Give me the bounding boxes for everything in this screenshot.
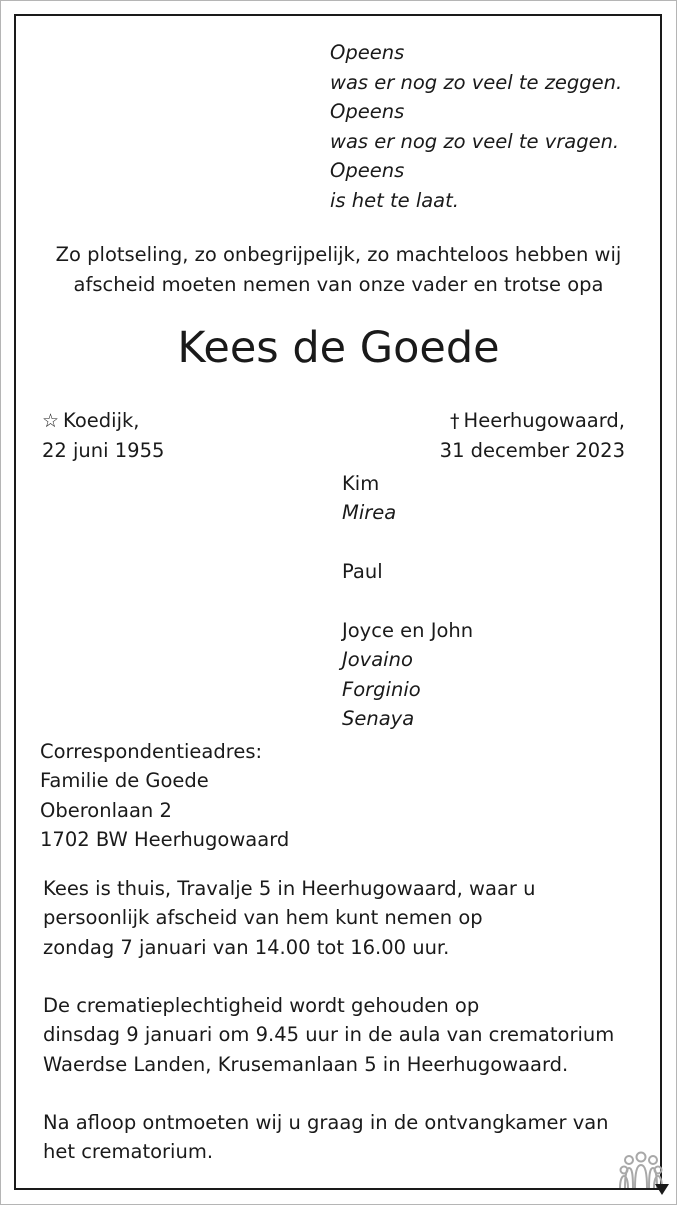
death-date: 31 december 2023: [439, 439, 625, 462]
cross-icon: †: [450, 410, 460, 432]
paragraph-line: dinsdag 9 januari om 9.45 uur in de aula van crematorium: [43, 1023, 615, 1047]
grandchild: Mirea: [342, 501, 397, 525]
paragraph-line: Waerdse Landen, Krusemanlaan 5 in Heerhugowaard.: [43, 1052, 569, 1076]
paragraph-line: De crematieplechtigheid wordt gehouden op: [43, 994, 480, 1017]
afterwards-paragraph: [43, 1108, 609, 1167]
poem-line: was er nog zo veel te zeggen.: [330, 70, 623, 94]
family-member: Joyce en John: [342, 618, 474, 642]
intro-text: [0, 240, 677, 299]
address-label: Correspondentieadres:: [40, 740, 263, 763]
ceremony-paragraph: [43, 991, 614, 1079]
family-member: Kim: [342, 472, 380, 495]
birth-place: Koedijk,: [63, 409, 140, 432]
poem-line: Opeens: [330, 159, 405, 183]
intro-line: afscheid moeten nemen van onze vader en trotse opa: [73, 272, 604, 296]
poem-line: was er nog zo veel te vragen.: [330, 129, 620, 153]
grandchild: Forginio: [342, 677, 421, 701]
family-member: Paul: [342, 560, 383, 584]
visitation-paragraph: [43, 874, 535, 962]
intro-line: Zo plotseling, zo onbegrijpelijk, zo machteloos hebben wij: [55, 243, 622, 266]
address-city: 1702 BW Heerhugowaard: [40, 828, 290, 852]
grandchild: Senaya: [342, 707, 415, 731]
address-name: Familie de Goede: [40, 769, 209, 793]
poem-line: Opeens: [330, 41, 405, 64]
correspondence-address: [40, 737, 289, 855]
paragraph-line: persoonlijk afscheid van hem kunt nemen op: [43, 906, 483, 930]
star-icon: ☆: [42, 410, 60, 432]
spacer: [342, 528, 473, 557]
grandchild: Jovaino: [342, 648, 413, 672]
paragraph-line: Na afloop ontmoeten wij u graag in de ontvangkamer van: [43, 1111, 609, 1134]
death-info: [440, 406, 625, 466]
paragraph-line: Kees is thuis, Travalje 5 in Heerhugowaard, waar u: [43, 877, 536, 900]
poem-line: is het te laat.: [330, 188, 459, 212]
death-place: Heerhugowaard,: [463, 409, 625, 432]
deceased-name: Kees de Goede: [177, 323, 500, 373]
address-street: Oberonlaan 2: [40, 798, 172, 822]
birth-date: 22 juni 1955: [42, 439, 165, 462]
poem-line: Opeens: [330, 100, 405, 124]
spacer: [342, 587, 473, 616]
birth-info: [42, 406, 164, 466]
arrow-down-icon[interactable]: [655, 1184, 669, 1195]
poem: [330, 38, 622, 216]
paragraph-line: het crematorium.: [43, 1140, 214, 1164]
family-list: [342, 469, 473, 734]
paragraph-line: zondag 7 januari van 14.00 tot 16.00 uur.: [43, 935, 450, 959]
